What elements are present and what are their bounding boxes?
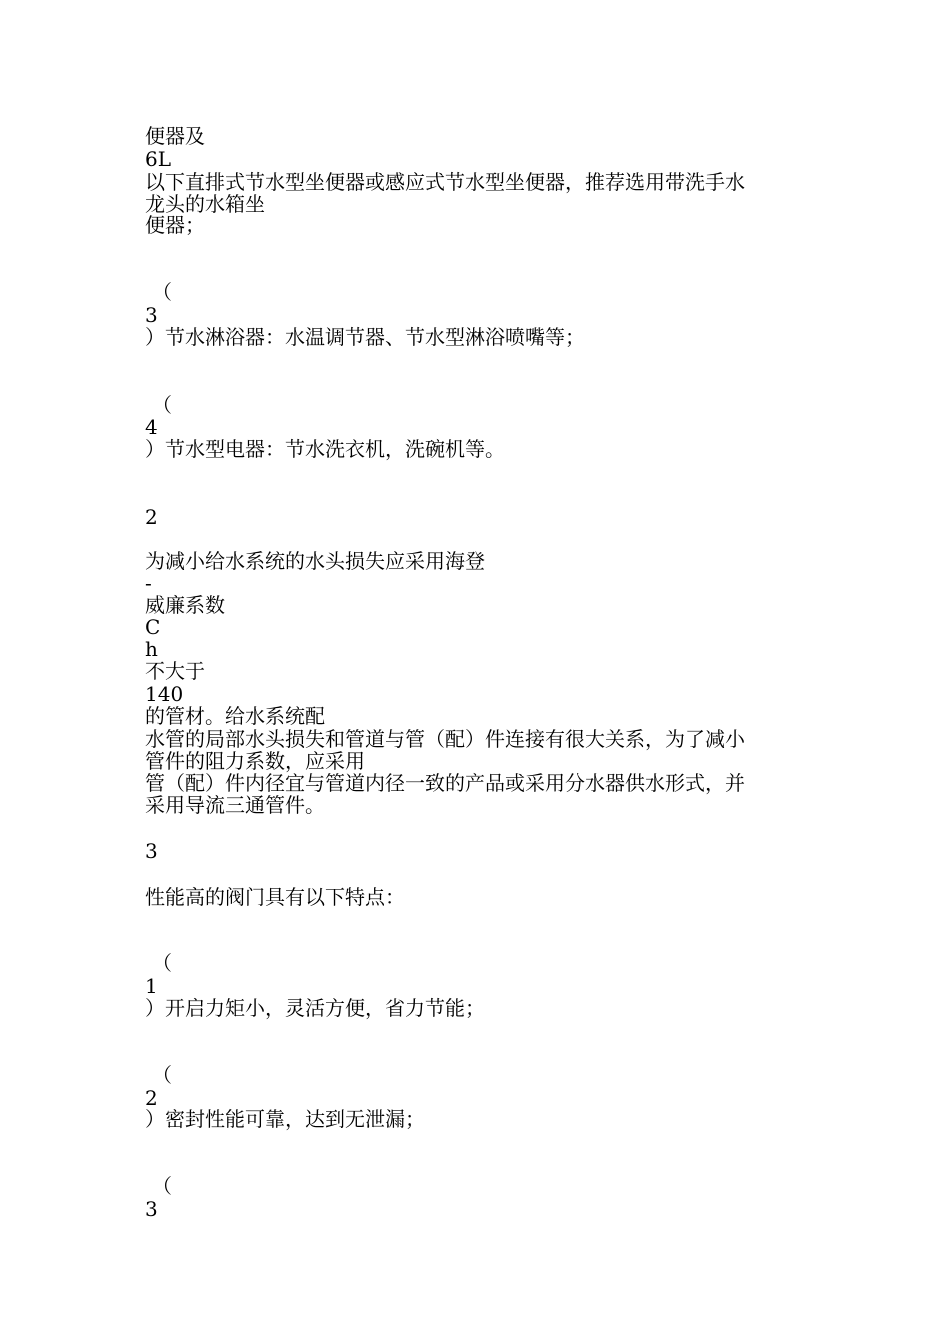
list-number: 3 [145, 303, 158, 327]
text-line: 以下直排式节水型坐便器或感应式节水型坐便器，推荐选用带洗手水 [145, 170, 745, 194]
text-line: 水管的局部水头损失和管道与管（配）件连接有很大关系，为了减小 [145, 727, 745, 751]
paren-open: （ [152, 280, 172, 304]
paren-open: （ [152, 1063, 172, 1087]
list-number: 4 [145, 415, 158, 439]
text-line: 管（配）件内径宜与管道内径一致的产品或采用分水器供水形式，并 [145, 771, 745, 795]
section-number: 2 [145, 505, 158, 529]
text-line: ）密封性能可靠，达到无泄漏； [145, 1107, 425, 1131]
text-line: 为减小给水系统的水头损失应采用海登 [145, 549, 485, 573]
text-line: 采用导流三通管件。 [145, 793, 325, 817]
text-line: 管件的阻力系数，应采用 [145, 749, 365, 773]
text-line: ）开启力矩小，灵活方便，省力节能； [145, 996, 485, 1020]
text-line: 便器； [145, 213, 205, 237]
text-line: ）节水淋浴器：水温调节器、节水型淋浴喷嘴等； [145, 325, 585, 349]
text-line: 威廉系数 [145, 593, 225, 617]
text-line: 6L [145, 147, 172, 171]
text-line: 140 [145, 682, 184, 706]
text-line: 性能高的阀门具有以下特点： [145, 885, 405, 909]
text-line: - [145, 571, 152, 595]
section-number: 3 [145, 839, 158, 863]
list-number: 1 [145, 974, 158, 998]
text-line: ）节水型电器：节水洗衣机，洗碗机等。 [145, 437, 505, 461]
text-line: 龙头的水箱坐 [145, 192, 265, 216]
text-line: h [145, 637, 158, 661]
list-number: 3 [145, 1197, 158, 1221]
text-line: 不大于 [145, 659, 205, 683]
text-line: 的管材。给水系统配 [145, 704, 325, 728]
text-line: C [145, 615, 161, 639]
list-number: 2 [145, 1086, 158, 1110]
paren-open: （ [152, 393, 172, 417]
paren-open: （ [152, 951, 172, 975]
text-line: 便器及 [145, 124, 205, 148]
paren-open: （ [152, 1174, 172, 1198]
